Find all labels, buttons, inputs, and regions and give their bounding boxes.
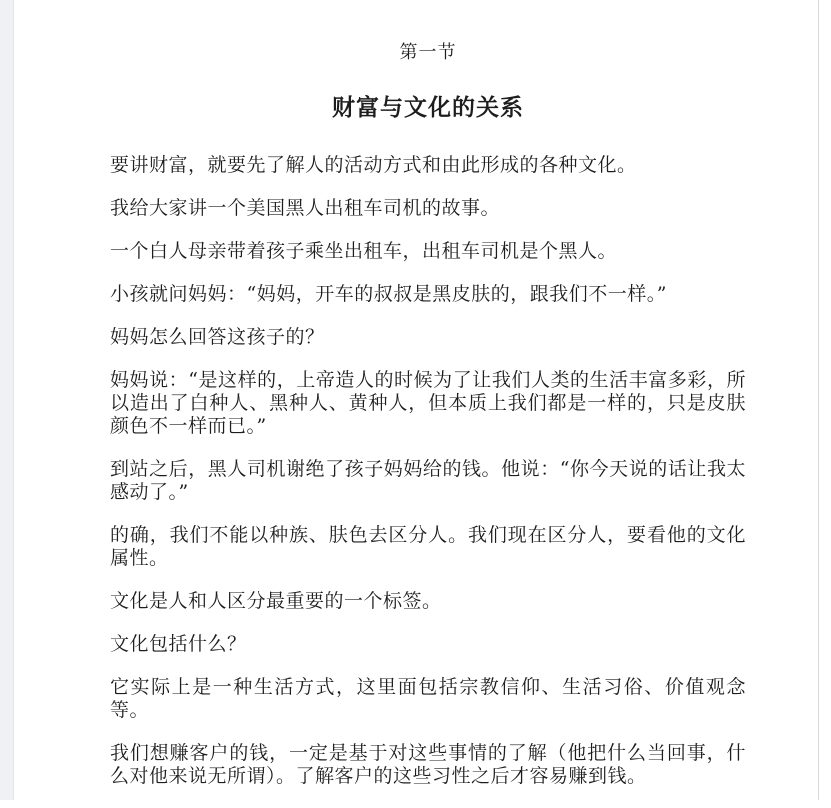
page-content <box>110 0 746 808</box>
paragraph: 妈妈说：“是这样的，上帝造人的时候为了让我们人类的生活丰富多彩，所以造出了白种人、黑种人、黄种人，但本质上我们都是一样的，只是皮肤颜色不一样而已。” <box>110 369 746 437</box>
paragraph: 我们想赚客户的钱，一定是基于对这些事情的了解（他把什么当回事，什么对他来说无所谓）。了解客户的这些习性之后才容易赚到钱。 <box>110 742 746 787</box>
page-edge-divider <box>818 0 819 800</box>
paragraph: 一个白人母亲带着孩子乘坐出租车，出租车司机是个黑人。 <box>110 240 618 262</box>
paragraph: 我给大家讲一个美国黑人出租车司机的故事。 <box>110 197 501 219</box>
paragraph: 妈妈怎么回答这孩子的？ <box>110 326 325 348</box>
paragraph: 的确，我们不能以种族、肤色去区分人。我们现在区分人，要看他的文化属性。 <box>110 524 746 569</box>
paragraph: 小孩就问妈妈：“妈妈，开车的叔叔是黑皮肤的，跟我们不一样。” <box>110 283 667 305</box>
paragraph: 文化是人和人区分最重要的一个标签。 <box>110 590 442 612</box>
paragraph: 要讲财富，就要先了解人的活动方式和由此形成的各种文化。 <box>110 154 637 176</box>
paragraph: 文化包括什么？ <box>110 633 247 655</box>
paragraph: 它实际上是一种生活方式，这里面包括宗教信仰、生活习俗、价值观念等。 <box>110 676 746 721</box>
paragraph: 到站之后，黑人司机谢绝了孩子妈妈给的钱。他说：“你今天说的话让我太感动了。” <box>110 458 746 503</box>
app-background-strip <box>0 0 14 800</box>
chapter-title: 财富与文化的关系 <box>332 94 524 121</box>
paragraph-list <box>110 154 746 788</box>
section-label: 第一节 <box>399 42 457 63</box>
